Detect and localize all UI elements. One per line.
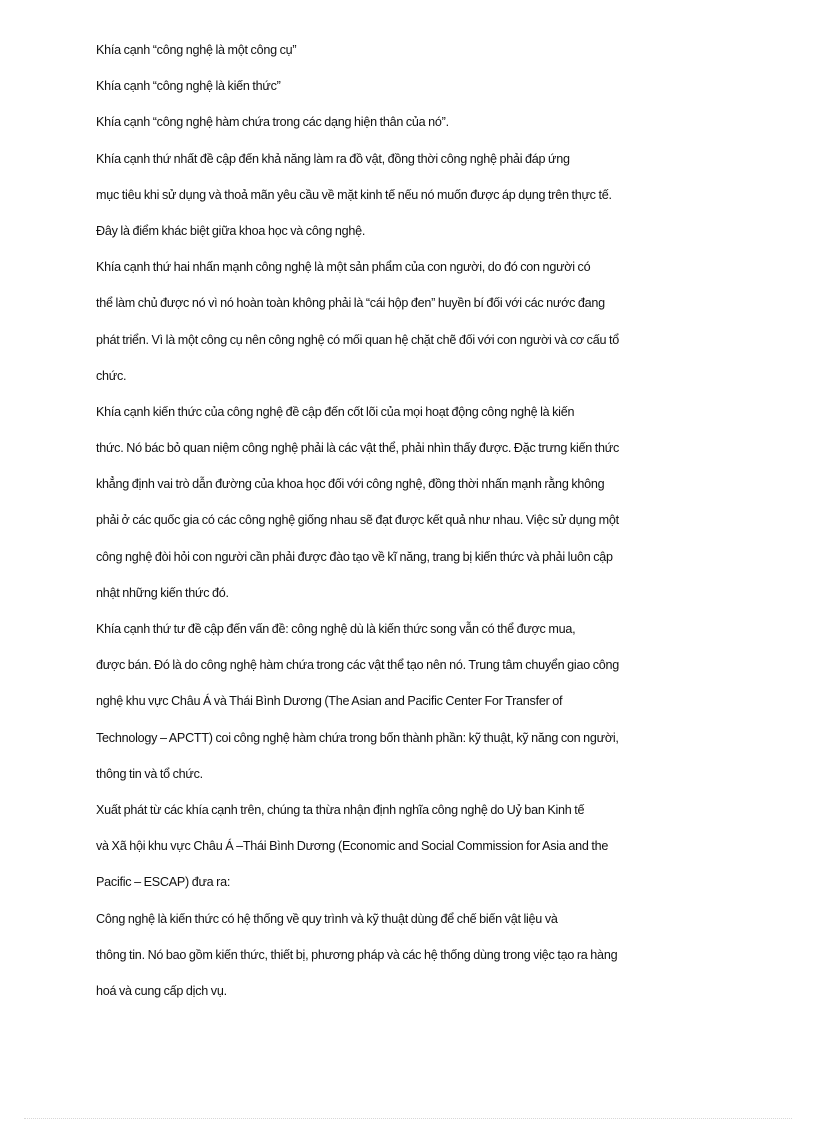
text-line: chức. [96,368,127,383]
text-line: Khía cạnh kiến thức của công nghệ đề cập đến cốt lõi của mọi hoạt động công nghệ là kiến [96,404,575,419]
text-line: Khía cạnh “công nghệ là một công cụ” [96,43,297,57]
text-line: thông tin và tổ chức. [96,766,203,781]
text-line: Pacific – ESCAP) đưa ra: [96,875,231,890]
text-line: Đây là điểm khác biệt giữa khoa học và công nghệ. [96,223,366,238]
text-line: công nghệ đòi hỏi con người cần phải được đào tạo về kĩ năng, trang bị kiến thức và phải luôn cập [96,549,613,564]
text-line: phát triển. Vì là một công cụ nên công nghệ có mối quan hệ chặt chẽ đối với con người và cơ cấu tổ [96,332,619,347]
text-line: Khía cạnh thứ nhất đề cập đến khả năng làm ra đồ vật, đồng thời công nghệ phải đáp ứng [96,151,570,166]
text-line: Khía cạnh thứ hai nhấn mạnh công nghệ là một sản phẩm của con người, do đó con người có [96,260,591,275]
text-line: Khía cạnh “công nghệ hàm chứa trong các dạng hiện thân của nó”. [96,115,449,130]
page-bottom-border [24,1118,792,1119]
text-line: Khía cạnh “công nghệ là kiến thức” [96,79,281,94]
text-line: nghệ khu vực Châu Á và Thái Bình Dương (The Asian and Pacific Center For Transfer of [96,694,563,709]
text-line: thể làm chủ được nó vì nó hoàn toàn không phải là “cái hộp đen” huyền bí đối với các nước đang [96,296,605,311]
text-line: nhật những kiến thức đó. [96,585,229,600]
text-line: mục tiêu khi sử dụng và thoả mãn yêu cầu về mặt kinh tế nếu nó muốn được áp dụng trên thực tế. [96,187,612,202]
text-line: Công nghệ là kiến thức có hệ thống về quy trình và kỹ thuật dùng để chế biến vật liệu và [96,911,558,926]
text-line: Xuất phát từ các khía cạnh trên, chúng ta thừa nhận định nghĩa công nghệ do Uỷ ban Kinh tế [96,802,585,817]
text-line: khẳng định vai trò dẫn đường của khoa học đối với công nghệ, đồng thời nhấn mạnh rằng không [96,477,605,492]
text-line: phải ở các quốc gia có các công nghệ giống nhau sẽ đạt được kết quả như nhau. Việc sử dụng một [96,513,619,528]
text-line: và Xã hội khu vực Châu Á –Thái Bình Dương (Economic and Social Commission for Asia and the [96,839,609,854]
document-body [96,37,716,1014]
text-line: thông tin. Nó bao gồm kiến thức, thiết bị, phương pháp và các hệ thống dùng trong việc tạo ra hàng [96,947,618,962]
text-line: được bán. Đó là do công nghệ hàm chứa trong các vật thể tạo nên nó. Trung tâm chuyển giao công [96,658,620,673]
text-line: Khía cạnh thứ tư đề cập đến vấn đề: công nghệ dù là kiến thức song vẫn có thể được mua, [96,622,576,636]
text-line: hoá và cung cấp dịch vụ. [96,983,227,998]
text-line: thức. Nó bác bỏ quan niệm công nghệ phải là các vật thể, phải nhìn thấy được. Đặc trưng kiến thức [96,441,619,456]
text-line: Technology – APCTT) coi công nghệ hàm chứa trong bốn thành phần: kỹ thuật, kỹ năng con người, [96,730,619,745]
